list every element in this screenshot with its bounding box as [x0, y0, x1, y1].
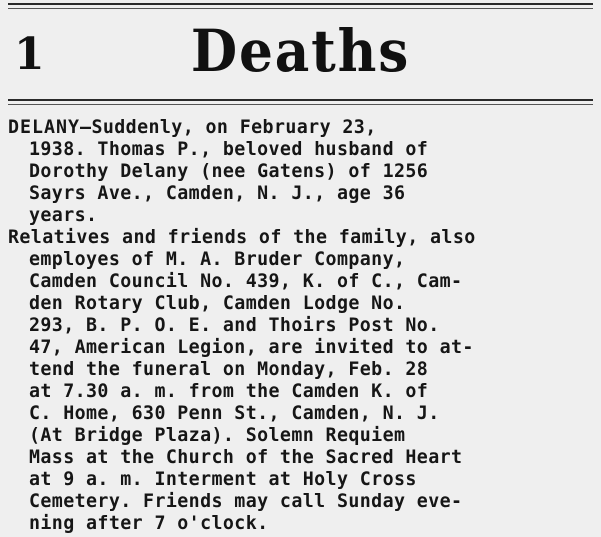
obituary-line: at 9 a. m. Interment at Holy Cross — [29, 469, 417, 490]
obituary-paragraph-2 — [8, 227, 584, 535]
obituary-notice — [8, 117, 584, 535]
heading-rule — [8, 99, 593, 101]
deceased-name: DELANY — [8, 117, 81, 138]
top-rule-thin — [8, 8, 593, 9]
obituary-line: Camden Council No. 439, K. of C., Cam- — [29, 271, 463, 292]
obituary-line: Relatives and friends of the family, also — [8, 227, 476, 248]
obituary-line: den Rotary Club, Camden Lodge No. — [29, 293, 406, 314]
obituary-line: C. Home, 630 Penn St., Camden, N. J. — [29, 403, 440, 424]
section-marker: 1 — [14, 29, 45, 80]
obituary-line: at 7.30 a. m. from the Camden K. of — [29, 381, 429, 402]
obituary-line: years. — [29, 205, 98, 226]
obituary-line: 293, B. P. O. E. and Thoirs Post No. — [29, 315, 440, 336]
obituary-line: tend the funeral on Monday, Feb. 28 — [29, 359, 429, 380]
obituary-line: Cemetery. Friends may call Sunday eve- — [29, 491, 463, 512]
obituary-line: 1938. Thomas P., beloved husband of — [29, 139, 429, 160]
section-heading: Deaths — [190, 17, 411, 85]
obituary-line: Mass at the Church of the Sacred Heart — [29, 447, 463, 468]
obituary-line: Dorothy Delany (nee Gatens) of 1256 — [29, 161, 429, 182]
obituary-line: employes of M. A. Bruder Company, — [29, 249, 406, 270]
top-rule — [8, 3, 593, 5]
obituary-line: Sayrs Ave., Camden, N. J., age 36 — [29, 183, 406, 204]
obituary-paragraph-1 — [8, 117, 584, 227]
obituary-line: (At Bridge Plaza). Solemn Requiem — [29, 425, 406, 446]
obituary-line: DELANY—Suddenly, on February 23, — [8, 117, 377, 138]
heading-rule-thin — [8, 104, 593, 105]
obituary-line: 47, American Legion, are invited to at- — [29, 337, 474, 358]
obituary-line: ning after 7 o'clock. — [29, 513, 269, 534]
